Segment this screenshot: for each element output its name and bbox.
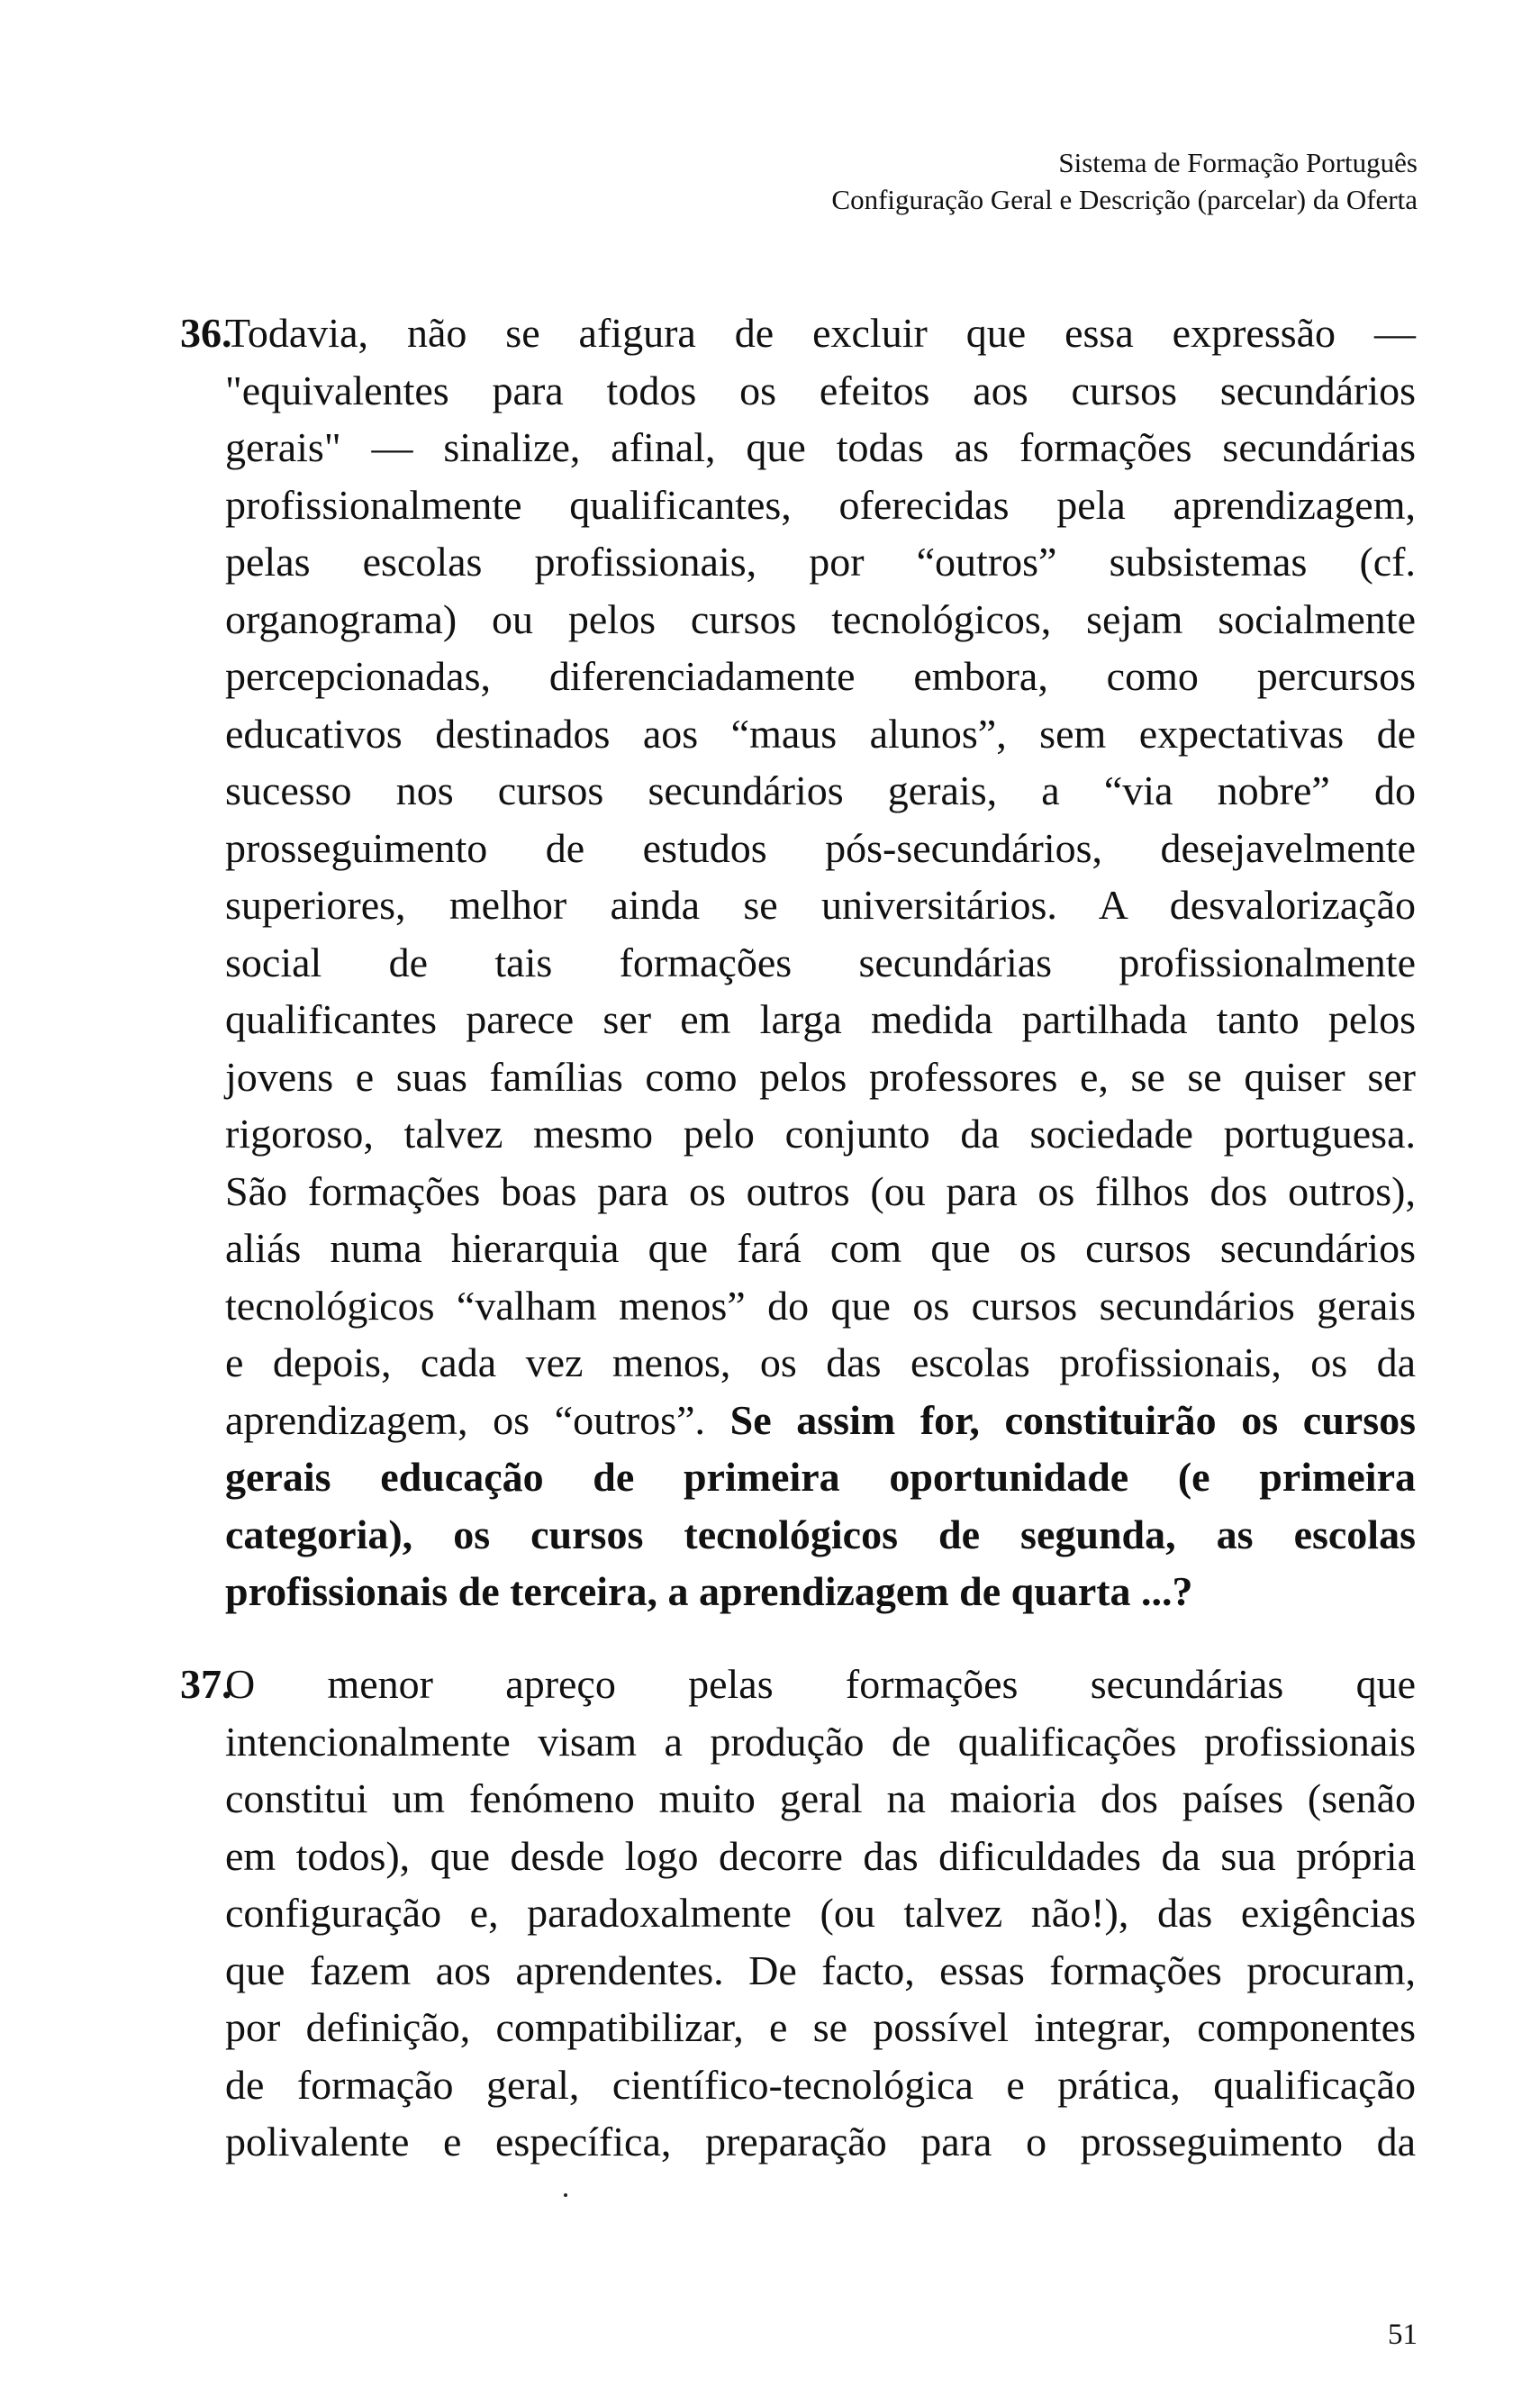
header-system-title: Sistema de Formação Português [1058, 147, 1418, 178]
text-line: percepcionadas, diferenciadamente embora, como percursos [225, 653, 1416, 699]
text-line: gerais" — sinalize, afinal, que todas as formações secundárias [225, 424, 1416, 470]
text-line: tecnológicos “valham menos” do que os cursos secundários gerais [225, 1282, 1416, 1329]
running-header [831, 144, 1418, 218]
text-line: "equivalentes para todos os efeitos aos cursos secundários [225, 367, 1416, 413]
text-line: organograma) ou pelos cursos tecnológicos, sejam socialmente [225, 595, 1416, 642]
text-line: aliás numa hierarquia que fará com que os cursos secundários [225, 1225, 1416, 1271]
text-line: prosseguimento de estudos pós-secundários, desejavelmente [225, 824, 1416, 871]
text-line: educativos destinados aos “maus alunos”, sem expectativas de [225, 710, 1416, 757]
text-line: O menor apreço pelas formações secundárias que [225, 1661, 1416, 1707]
text-normal-part: aprendizagem, os “outros”. [225, 1396, 730, 1443]
bold-text-line: categoria), os cursos tecnológicos de segunda, as escolas [225, 1511, 1416, 1557]
text-line: profissionalmente qualificantes, oferecidas pela aprendizagem, [225, 481, 1416, 528]
text-line: em todos), que desde logo decorre das dificuldades da sua própria [225, 1832, 1416, 1879]
text-line: constitui um fenómeno muito geral na maioria dos países (senão [225, 1775, 1416, 1821]
bold-text-line: gerais educação de primeira oportunidade (e primeira [225, 1454, 1416, 1500]
paragraph-37 [180, 1656, 1416, 2171]
text-line: São formações boas para os outros (ou para os filhos dos outros), [225, 1167, 1416, 1214]
text-line: que fazem aos aprendentes. De facto, essas formações procuram, [225, 1947, 1416, 1993]
text-line-mixed [225, 1392, 1416, 1449]
paragraph-36 [180, 304, 1416, 1620]
paragraph-number: 36. [180, 310, 232, 356]
text-line: qualificantes parece ser em larga medida partilhada tanto pelos [225, 996, 1416, 1042]
text-line: configuração e, paradoxalmente (ou talvez não!), das exigências [225, 1890, 1416, 1936]
text-line: sucesso nos cursos secundários gerais, a “via nobre” do [225, 767, 1416, 813]
paragraph-number: 37. [180, 1661, 232, 1707]
paragraph-body [225, 1656, 1416, 2171]
text-line: superiores, melhor ainda se universitários. A desvalorização [225, 882, 1416, 928]
text-line: pelas escolas profissionais, por “outros” subsistemas (cf. [225, 539, 1416, 585]
text-line: rigoroso, talvez mesmo pelo conjunto da sociedade portuguesa. [225, 1111, 1416, 1157]
text-line: de formação geral, científico-tecnológica e prática, qualificação [225, 2061, 1416, 2108]
scan-speck [564, 2193, 567, 2197]
header-section-title: Configuração Geral e Descrição (parcelar) da Oferta [831, 184, 1418, 215]
text-line: e depois, cada vez menos, os das escolas profissionais, os da [225, 1339, 1416, 1385]
text-line: intencionalmente visam a produção de qualificações profissionais [225, 1718, 1416, 1765]
bold-text-line: profissionais de terceira, a aprendizagem de quarta ...? [225, 1568, 1193, 1614]
text-line: Todavia, não se afigura de excluir que essa expressão — [225, 310, 1416, 356]
text-line: polivalente e específica, preparação para o prosseguimento da [225, 2119, 1416, 2164]
text-line: social de tais formações secundárias profissionalmente [225, 939, 1416, 985]
paragraph-body [225, 304, 1416, 1620]
text-bold-part: Se assim for, constituirão os cursos [729, 1396, 1416, 1443]
text-line: jovens e suas famílias como pelos professores e, se se quiser ser [225, 1053, 1416, 1100]
text-line: por definição, compatibilizar, e se possível integrar, componentes [225, 2004, 1416, 2050]
page-number: 51 [1388, 2319, 1418, 2351]
